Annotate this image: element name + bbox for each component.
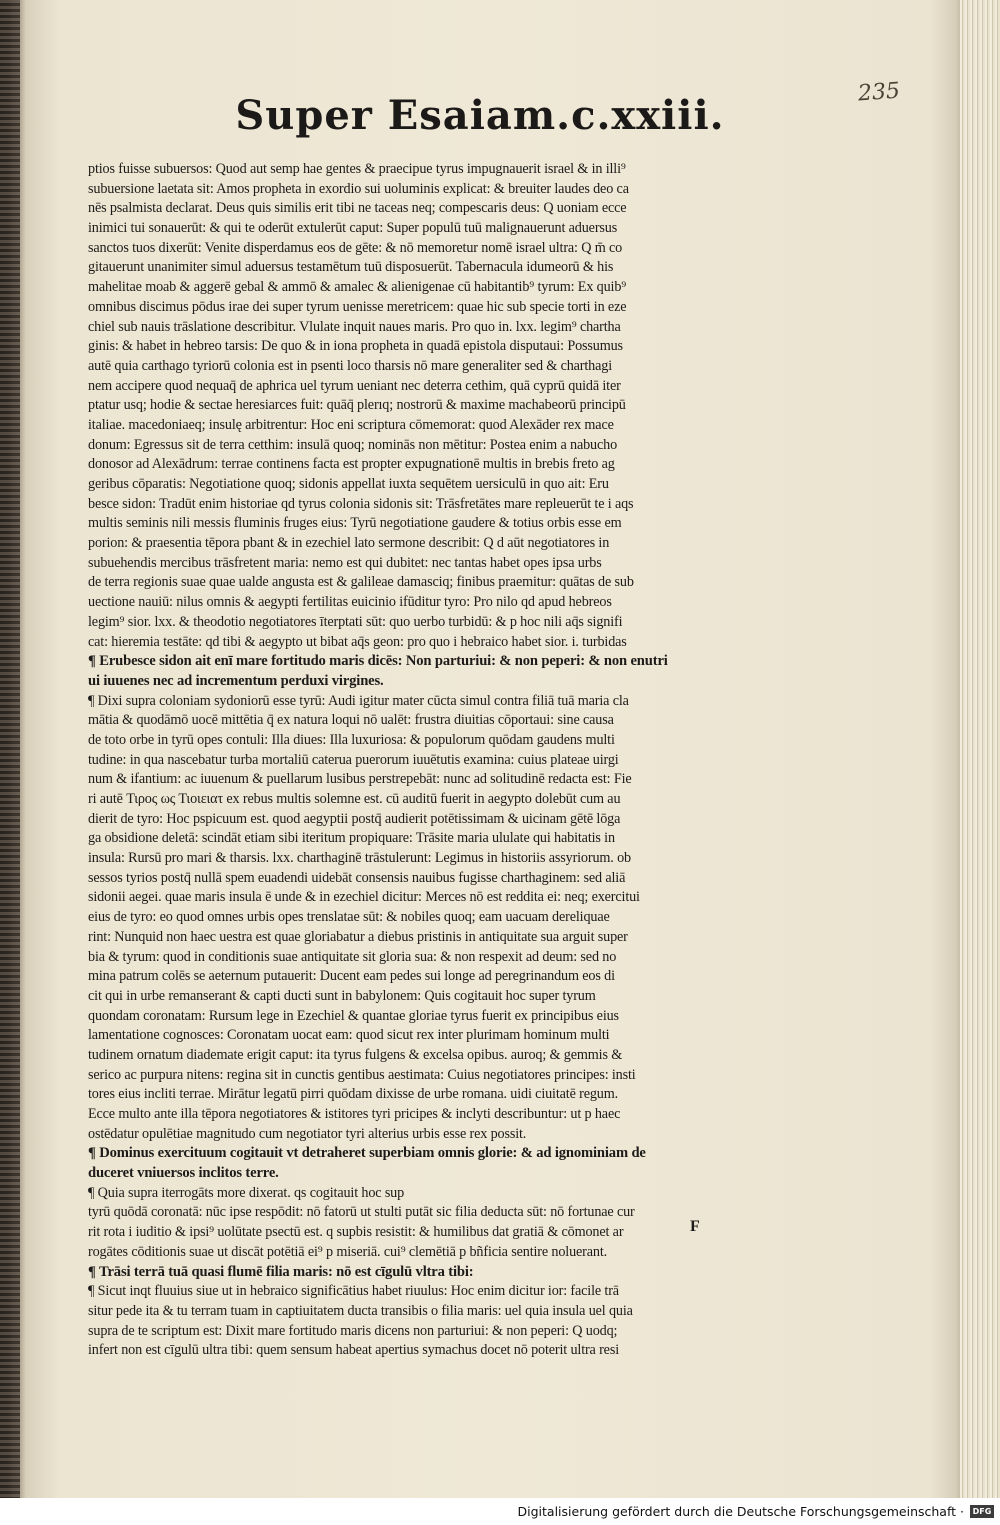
text-line: uectione nauiū: nilus omnis & aegypti fertilitas euicinio ifūditur tyro: Pro nilo qd apud hebreos	[88, 594, 612, 611]
page-edges	[960, 0, 1000, 1498]
text-line: rogātes cōditionis suae ut discāt potētiā ei⁹ p miseriā. cui⁹ clemētiā p bñficia sentire noluerant.	[88, 1243, 608, 1260]
text-line: ¶ Trāsi terrā tuā quasi flumē filia maris: nō est cīgulū vltra tibi:	[88, 1263, 474, 1280]
text-line: nem accipere quod nequaq̄ de aphrica uel tyrum ueniant nec deterra cethim, quā cyprū quidā iter	[88, 377, 621, 394]
text-line: ¶ Erubesce sidon ait enī mare fortitudo maris dicēs: Non parturiui: & non peperi: & non enutri	[88, 653, 668, 670]
text-line: autē quia carthago tyriorū colonia est in psenti loco tharsis nō mare generaliter sed & charthagi	[88, 357, 612, 374]
running-header: Super Esaiam.c.xxiii.	[235, 92, 725, 139]
footer-bar	[0, 1498, 1000, 1525]
text-line: ri autē Τιρος ως Τιοιειατ ex rebus multis solemne est. cū auditū fuerit in aegypto dolebūt cum au	[88, 791, 621, 807]
text-line: chiel sub nauis trāslatione describitur. Vlulate inquit naues maris. Pro quo in. lxx. legim⁹ chartha	[88, 318, 621, 335]
text-line: gitauerunt unanimiter simul aduersus testamētum tuū disposuerūt. Tabernacula idumeorū & his	[88, 259, 614, 276]
text-line: bia & tyrum: quod in conditionis suae antiquitate sit gloria sua: & non respexit ad deum: sed no	[88, 948, 617, 965]
text-line: ptios fuisse subuersos: Quod aut semp hae gentes & praecipue tyrus impugnauerit israel & in illi⁹	[88, 161, 626, 177]
text-line: nēs psalmista declarat. Deus quis similis erit tibi ne taceas neq; compescaris deus: Q uoniam ecce	[88, 200, 627, 217]
text-line: duceret vniuersos inclitos terre.	[88, 1165, 279, 1182]
text-line: cat: hieremia testāte: qd tibi & aegypto ut bibat aq̄s geon: pro quo i hebraico habet sior. i. turbidas	[88, 633, 627, 650]
text-line: donosor ad Alexādrum: terrae continens facta est propter expugnationē multis in brebis freto ag	[88, 456, 615, 473]
text-line: inimici tui sonauerūt: & qui te oderūt extulerūt caput: Super populū tuū malignauerunt aduersus	[88, 220, 618, 237]
text-line: subuehendis mercibus trāsfretent maria: nemo est qui dubitet: nec tantas habet opes ipsa urbs	[88, 554, 602, 571]
text-line: rit rota i iuditio & ipsi⁹ uolūtate psectū est. q supbis resistit: & humilibus dat gratiā & cōmonet ar	[88, 1224, 624, 1241]
text-line: quondam coronatam: Rursum lege in Ezechiel & quantae gloriae tyrus fuerit ex principibus eius	[88, 1007, 619, 1024]
text-line: supra de te scriptum est: Dixit mare fortitudo maris dicens non parturiui: & non peperi: Q uodq;	[88, 1322, 618, 1339]
text-line: mātia & quodāmō uocē mittētia q̄ ex natura loqui nō ualēt: frustra diuitias cōportaui: sine causa	[88, 712, 614, 729]
text-line: insula: Rursū pro mari & tharsis. lxx. charthaginē trāstulerunt: Legimus in historiis assyriorum. ob	[88, 850, 631, 867]
book-gutter	[0, 0, 20, 1498]
text-line: tyrū quōdā coronatā: nūc ipse respōdit: nō fatorū ut stulti putāt sic filia deducta sūt: nō fortunae cur	[88, 1204, 635, 1221]
text-line: ga obsidione deletā: scindāt etiam sibi iteritum propiquare: Trāsite maria ululate qui habitatis in	[88, 830, 615, 847]
text-line: mahelitae moab & aggerē gebal & ammō & amalec & alienigenae cū habitantib⁹ tyrum: Ex quib⁹	[88, 279, 627, 296]
signature-mark: F	[690, 1218, 700, 1235]
text-line: dierit de tyro: Hoc pspicuum est. quod aegyptii postq̄ audierit potētissimam & uicinam gētē lōga	[88, 810, 621, 827]
text-line: cit qui in urbe remanserant & capti ducti sunt in babylonem: Quis cogitauit hoc super tyrum	[88, 987, 596, 1004]
text-line: ostēdatur opulētiae magnitudo cum negotiator tyri alterius urbis esse rex possit.	[88, 1125, 527, 1142]
text-line: legim⁹ sior. lxx. & theodotio negotiatores īterptati sūt: quo uerbo turbidū: & p hoc nili aq̄s signifi	[88, 613, 623, 630]
text-line: donum: Egressus sit de terra cetthim: insulā quoq; nominās non mētitur: Postea enim a nabucho	[88, 436, 618, 453]
text-line: multis seminis nili messis fluminis fruges eius: Tyrū negotiatione gaudere & totius orbis esse em	[88, 515, 622, 532]
text-line: ginis: & habet in hebreo tarsis: De quo & in iona propheta in quadā epistola disputaui: Possumus	[88, 338, 623, 355]
text-line: ui iuuenes nec ad incrementum perduxi virgines.	[88, 672, 384, 689]
text-line: mina patrum colēs se aeternum putauerit: Ducent eam pedes sui longe ad peregrinandum eos di	[88, 968, 615, 985]
text-line: sessos tyrios postq̄ nullā spem euadendi uidebāt consensis nauibus fugisse charthaginem: sed aliā	[88, 869, 626, 886]
text-line: tores eius incliti terrae. Mirātur legatū pirri quōdam dixisse de urbe romana. uidi ciuitatē regum.	[88, 1086, 619, 1103]
text-line: num & ifantium: ac iuuenum & puellarum lusibus perstrepebāt: nunc ad solitudinē redacta est: Fie	[88, 771, 632, 788]
text-block	[88, 160, 770, 1361]
text-line: Ecce multo ante illa tēpora negotiatores & istitores tyri pricipes & inclyti describuntur: ut p haec	[88, 1106, 621, 1122]
text-line: situr pede ita & tu terram tuam in captiuitatem ducta transibis o filia maris: uel quia insula uel quia	[88, 1302, 633, 1319]
funding-credit: Digitalisierung gefördert durch die Deutsche Forschungsgemeinschaft ·	[517, 1504, 964, 1519]
text-line: eius de tyro: eo quod omnes urbis opes trenslatae sūt: & nobiles quoq; eam uacuam dereliquae	[88, 909, 610, 926]
text-line: ¶ Quia supra iterrogāts more dixerat. qs cogitauit hoc sup	[88, 1184, 405, 1201]
text-line: tudine: in qua nascebatur turba mortaliū caterua puerorum iuuētutis examina: cuius plateae uirgi	[88, 751, 619, 768]
folio-number: 235	[857, 78, 901, 107]
text-line: serico ac purpura nitens: regina sit in cunctis gentibus aestimata: Cuius negotiatores principes: insti	[88, 1066, 636, 1083]
text-line: besce sidon: Tradūt enim historiae qd tyrus colonia sidonis sit: Trāsfretātes mare repleuerūt te i aqs	[88, 495, 634, 512]
text-line: tudinem ornatum diademate erigit caput: ita tyrus fulgens & excelsa opibus. auroq; & gemmis &	[88, 1046, 623, 1063]
text-line: de terra regionis suae quae ualde angusta est & galileae damasciq; finibus praemitur: quātas de sub	[88, 574, 634, 591]
dfg-logo: DFG	[970, 1505, 994, 1518]
text-line: subuersione laetata sit: Amos propheta in exordio sui uoluminis explicat: & breuiter laudes deo ca	[88, 180, 629, 197]
text-line: lamentatione cognosces: Coronatam uocat eam: quod sicut rex inter plurimam hominum multi	[88, 1027, 610, 1044]
text-line: sanctos tuos dixerūt: Venite disperdamus eos de gēte: & nō memoretur nomē israel ultra: Q m̄ co	[88, 239, 623, 256]
text-line: sidonii aegei. quae maris insula ē unde & in ezechiel dicitur: Merces nō est reddita ei: neq; exercitui	[88, 889, 640, 906]
text-line: ptatur usq; hodie & sectae heresiarces fuit: quāq̄ plerıq; nostrorū & maxime machabeorū principū	[88, 397, 626, 414]
text-line: infert non est cīgulū ultra tibi: quem sensum habeat apertius symachus docet nō poterit ultra resi	[88, 1342, 619, 1359]
text-line: ¶ Dominus exercituum cogitauit vt detraheret superbiam omnis glorie: & ad ignominiam de	[88, 1145, 646, 1162]
text-line: porion: & praesentia tēpora pbant & in ezechiel lato sermone describit: Q d aūt negotiatores in	[88, 535, 610, 552]
text-line: geribus cōparatis: Negotiatione quoq; sidonis appellat iuxta sequētem uersiculū in quo ait: Eru	[88, 476, 609, 492]
text-line: ¶ Dixi supra coloniam sydoniorū esse tyrū: Audi igitur mater cūcta simul contra filiā tuā maria cla	[88, 692, 629, 709]
text-line: ¶ Sicut inqt fluuius siue ut in hebraico significātius habet riuulus: Hoc enim dicitur ior: facile trā	[88, 1283, 619, 1300]
text-line: de toto orbe in tyrū opes contuli: Illa diues: Illa luxuriosa: & populorum quōdam gaudens multi	[88, 731, 615, 748]
text-line: italiae. macedoniaeq; insulę arbitrentur: Hoc eni scriptura cōmemorat: quod Alexāder rex mace	[88, 416, 614, 433]
text-line: omnibus discimus pōdus irae dei super tyrum uenisse meretricem: quae hic sub specie torti in eze	[88, 298, 627, 315]
text-line: rint: Nunquid non haec uestra est quae gloriabatur a diebus pristinis in antiquitate sua arguit super	[88, 928, 628, 945]
